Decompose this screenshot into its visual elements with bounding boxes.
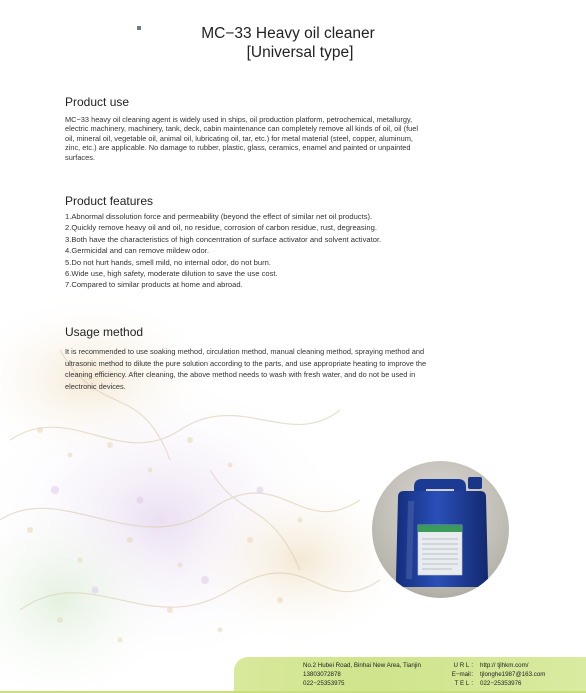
title-line-2: [Universal type] — [246, 44, 354, 61]
text-line: It is recommended to use soaking method, circulation method, manual cleaning method, spraying method and — [65, 347, 425, 356]
text-line: MC−33 heavy oil cleaning agent is widely used in ships, oil production platform, petrochemical, metallurgy, — [65, 115, 413, 124]
product-use-text — [65, 115, 495, 162]
text-line: ultrasonic method to dilute the pure solution according to the parts, and use appropriate heating to improve the — [65, 358, 427, 368]
list-item: 7.Compared to similar products at home and abroad. — [65, 280, 243, 290]
footer-url-label: U R L ： — [453, 662, 477, 669]
product-features-heading: Product features — [65, 194, 154, 208]
text-line: oil, mineral oil, vegetable oil, animal oil, lubricating oil, tar, etc.) for metal material (steel, copper, aluminum, — [65, 133, 413, 143]
list-item: 2.Quickly remove heavy oil and oil, no residue, corrosion of carbon residue, rust, degreasing. — [65, 223, 377, 233]
product-photo — [372, 461, 509, 598]
footer — [0, 657, 586, 693]
footer-email-link[interactable]: tjlonghe1987@163.com — [480, 671, 546, 678]
title-line-1: MC−33 Heavy oil cleaner — [201, 25, 375, 42]
usage-method-heading: Usage method — [65, 325, 144, 339]
text-line: electric machinery, machinery, tank, deck, cabin maintenance can completely remove all kinds of oil, oil (fuel — [65, 124, 418, 134]
product-use-heading: Product use — [65, 95, 130, 109]
jerrycan-image — [372, 461, 509, 598]
list-item: 3.Both have the characteristics of high concentration of surface activator and solvent activator. — [65, 234, 382, 244]
footer-values — [480, 661, 545, 688]
list-item: 1.Abnormal dissolution force and permeability (beyond the effect of similar net oil products). — [65, 212, 373, 221]
footer-tel-value: 022−25353976 — [480, 680, 522, 687]
list-item: 4.Germicidal and can remove mildew odor. — [65, 246, 209, 256]
footer-address: No.2 Hubei Road, Binhai New Area, Tianjin — [303, 662, 421, 669]
page-title — [0, 24, 586, 62]
list-item: 6.Wide use, high safety, moderate dilution to save the use cost. — [65, 269, 278, 279]
footer-contact-left — [303, 661, 421, 688]
footer-url-link[interactable]: http:// tjlhkm.com/ — [480, 662, 529, 669]
usage-method-text — [65, 346, 495, 392]
text-line: electronic devices. — [65, 381, 126, 391]
footer-email-label: E−mail： — [451, 671, 477, 678]
footer-phone-1: 13803072878 — [303, 671, 341, 678]
footer-phone-2: 022−25353975 — [303, 680, 345, 687]
product-features-list — [65, 211, 505, 291]
text-line: zinc, etc.) are applicable. No damage to rubber, plastic, glass, ceramics, enamel and painted or unpainted — [65, 143, 411, 153]
text-line: cleaning efficiency. After cleaning, the above method needs to wash with fresh water, and do not be used in — [65, 370, 416, 380]
list-item: 5.Do not hurt hands, smell mild, no internal odor, do not burn. — [65, 257, 271, 267]
footer-labels — [431, 661, 477, 688]
text-line: surfaces. — [65, 152, 95, 162]
footer-tel-label: T E L ： — [454, 680, 477, 687]
